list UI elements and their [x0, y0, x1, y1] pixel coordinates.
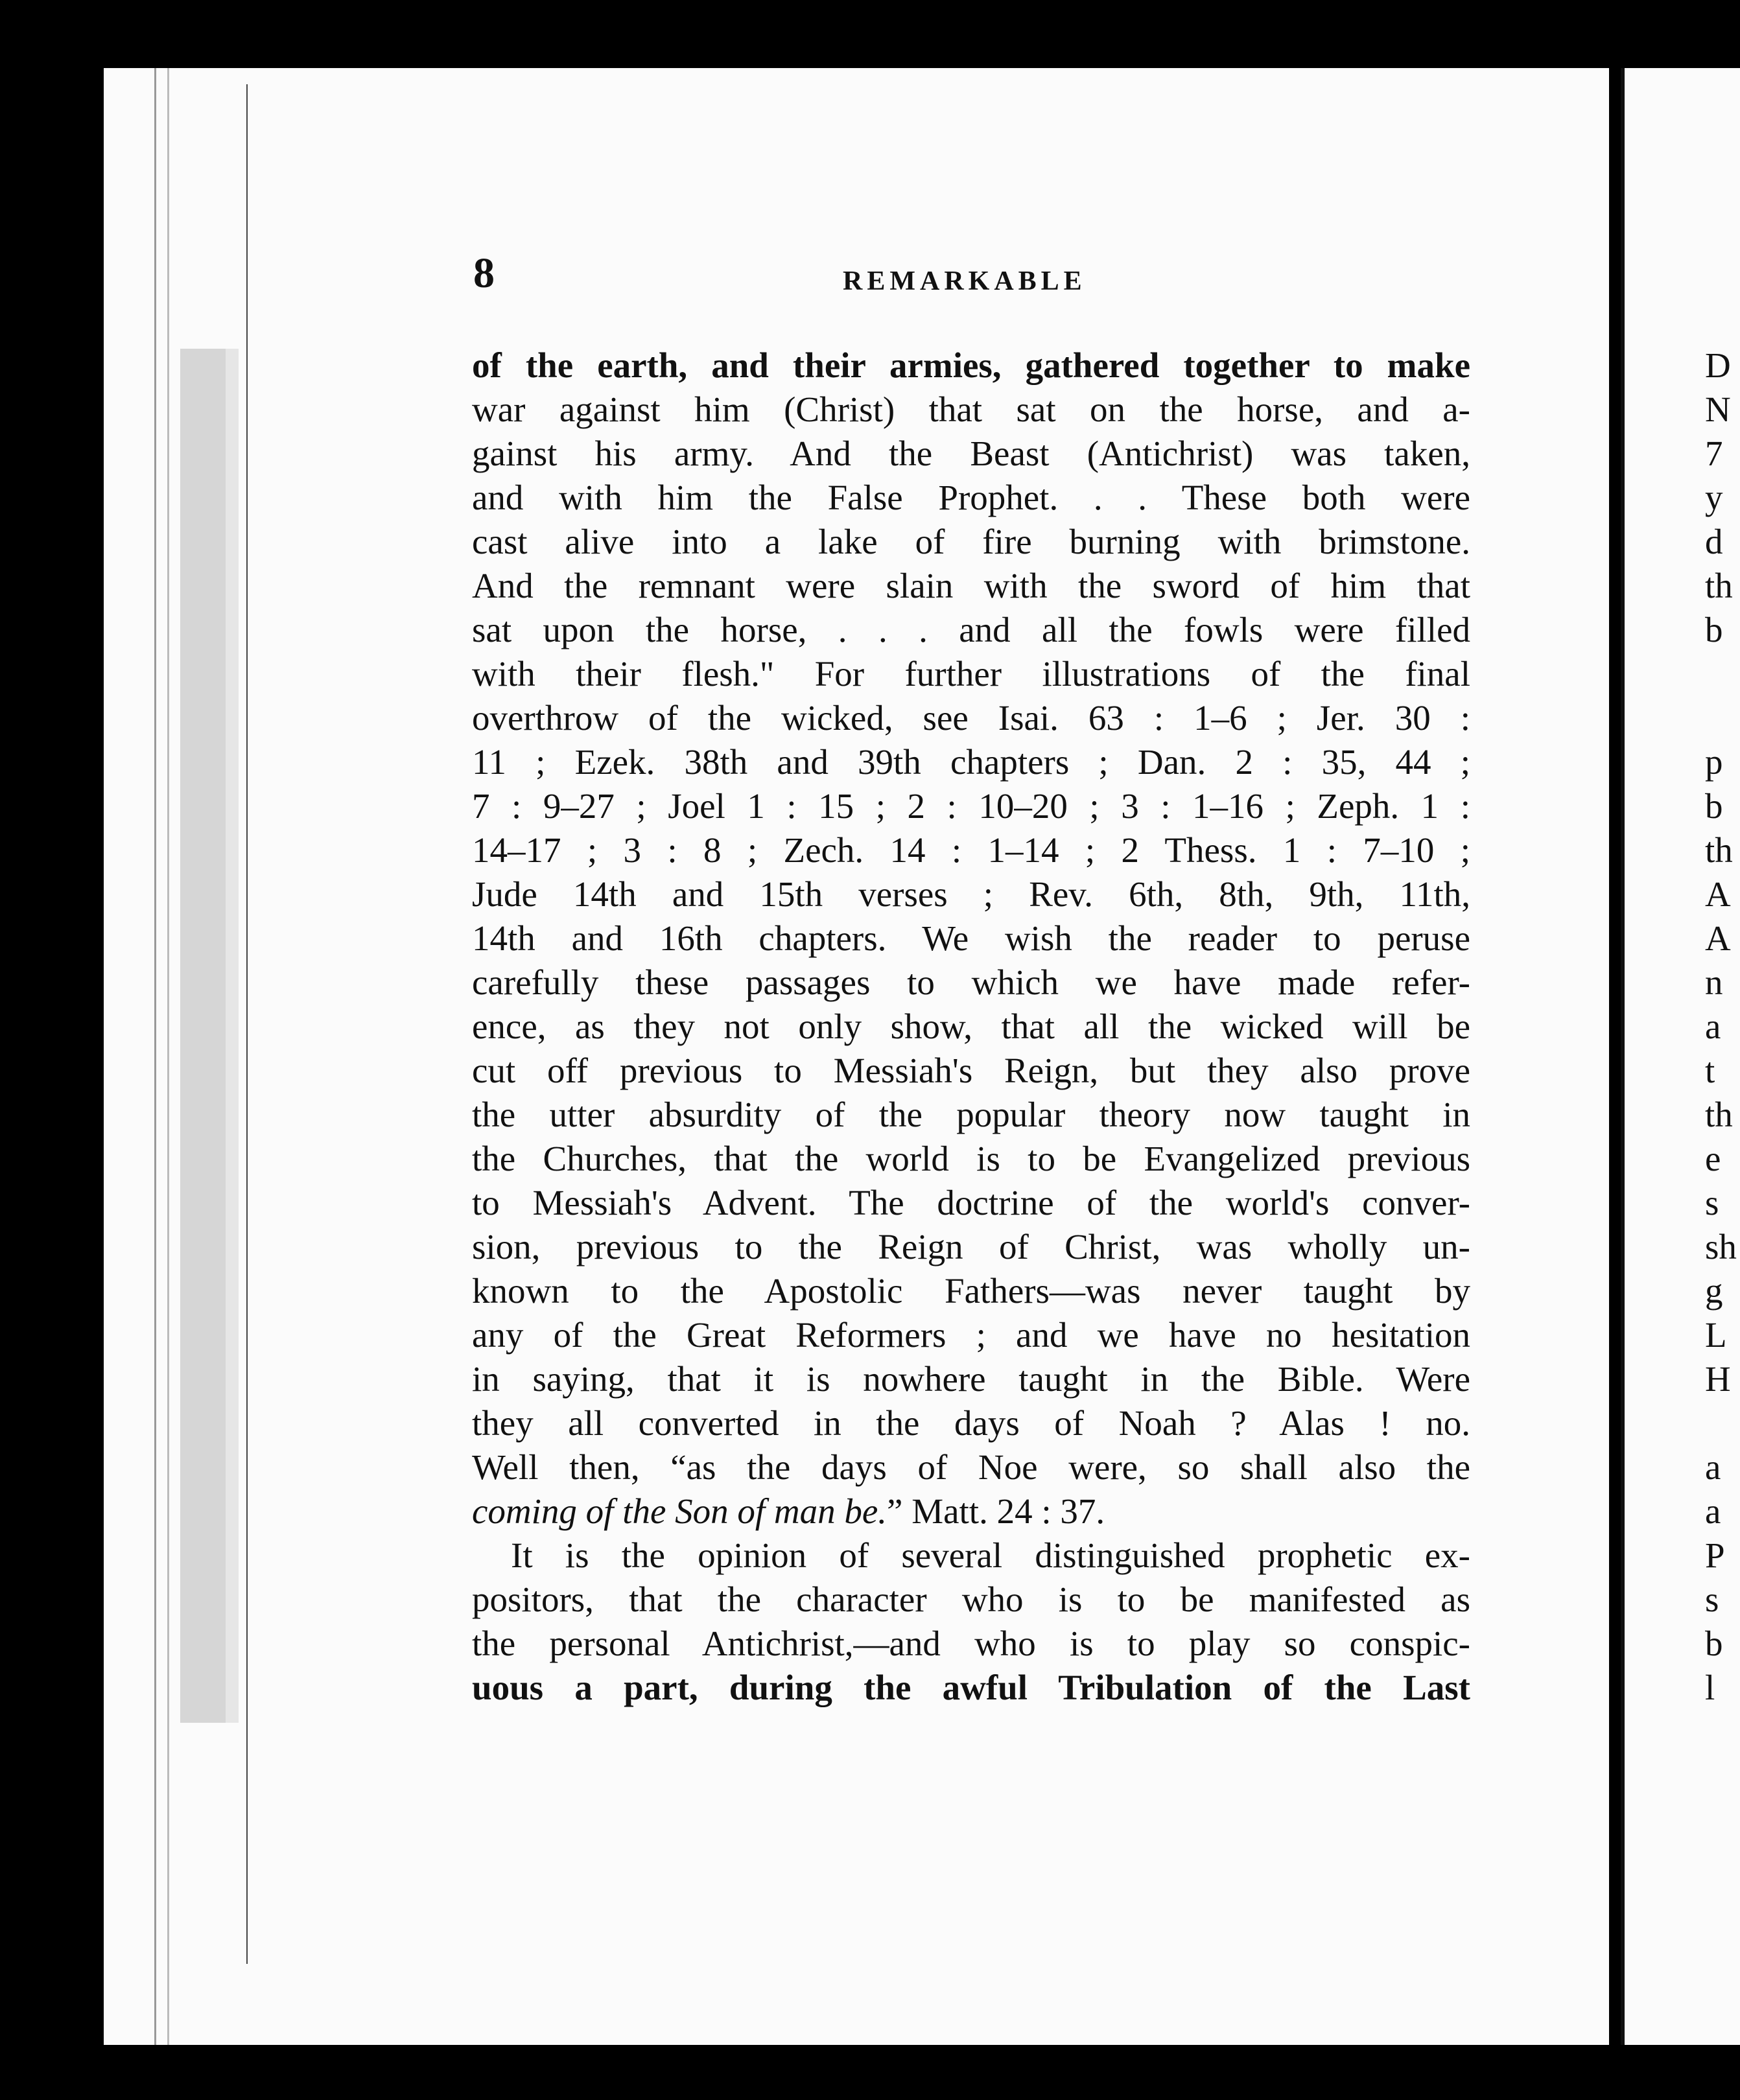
binding-shadow	[226, 349, 239, 1723]
right-page-line: L	[1705, 1315, 1727, 1355]
text-line: 14–17 ; 3 : 8 ; Zech. 14 : 1–14 ; 2 Thess. 1 : 7–10 ;	[472, 830, 1470, 870]
text-line: any of the Great Reformers ; and we have no hesitation	[472, 1315, 1470, 1355]
right-page-line: y	[1705, 478, 1723, 517]
text-line: 7 : 9–27 ; Joel 1 : 15 ; 2 : 10–20 ; 3 : 1–16 ; Zeph. 1 :	[472, 786, 1470, 826]
right-page-line: g	[1705, 1271, 1723, 1311]
text-line: with their flesh." For further illustrations of the final	[472, 654, 1470, 694]
right-page-line: a	[1705, 1491, 1721, 1531]
right-page-line: N	[1705, 390, 1731, 429]
page-edge-line	[167, 68, 169, 2045]
right-page-line: 7	[1705, 434, 1723, 473]
text-line: positors, that the character who is to be manifested as	[472, 1580, 1470, 1619]
right-page-line: b	[1705, 1624, 1723, 1663]
right-page-line: H	[1705, 1359, 1731, 1399]
right-page-line: P	[1705, 1535, 1725, 1575]
right-page-line: sh	[1705, 1227, 1737, 1266]
text-line	[472, 1489, 1470, 1534]
text-line: uous a part, during the awful Tribulation of the Last	[472, 1668, 1470, 1707]
text-line: to Messiah's Advent. The doctrine of the world's conver-	[472, 1183, 1470, 1222]
right-page-line: a	[1705, 1007, 1721, 1046]
right-page-line: A	[1705, 874, 1731, 914]
text-line: gainst his army. And the Beast (Antichrist) was taken,	[472, 434, 1470, 473]
text-line: sion, previous to the Reign of Christ, was wholly un-	[472, 1227, 1470, 1266]
text-line: cast alive into a lake of fire burning with brimstone.	[472, 522, 1470, 561]
right-page-line: b	[1705, 786, 1723, 826]
text-line: sat upon the horse, . . . and all the fowls were filled	[472, 610, 1470, 649]
text-line: the Churches, that the world is to be Evangelized previous	[472, 1139, 1470, 1178]
italic-quote: coming of the Son of man be.	[472, 1491, 888, 1531]
binding-line	[246, 84, 248, 1964]
text-line: cut off previous to Messiah's Reign, but they also prove	[472, 1051, 1470, 1090]
text-line: carefully these passages to which we have made refer-	[472, 962, 1470, 1002]
right-page-line: s	[1705, 1580, 1719, 1619]
right-page-line: A	[1705, 918, 1731, 958]
right-page-line: p	[1705, 742, 1723, 782]
text-line: the personal Antichrist,—and who is to play so conspic-	[472, 1624, 1470, 1663]
text-line: and with him the False Prophet. . . These both were	[472, 478, 1470, 517]
body-text	[472, 344, 1470, 1710]
right-page-line: n	[1705, 962, 1723, 1002]
page-edge-line	[154, 68, 156, 2045]
right-page-line	[1705, 1401, 1740, 1445]
text-line: 14th and 16th chapters. We wish the reader to peruse	[472, 918, 1470, 958]
text-line: they all converted in the days of Noah ? Alas ! no.	[472, 1403, 1470, 1443]
right-page-line: D	[1705, 345, 1731, 385]
text-line: And the remnant were slain with the sword of him that	[472, 566, 1470, 605]
right-page-line: l	[1705, 1668, 1715, 1707]
text-line: ence, as they not only show, that all the wicked will be	[472, 1007, 1470, 1046]
right-page-text-fragment	[1705, 344, 1740, 1710]
text-line: It is the opinion of several distinguished prophetic ex-	[511, 1535, 1470, 1575]
right-page-line: e	[1705, 1139, 1721, 1178]
text-line: in saying, that it is nowhere taught in the Bible. Were	[472, 1359, 1470, 1399]
text-line: the utter absurdity of the popular theory now taught in	[472, 1095, 1470, 1134]
running-title: REMARKABLE	[843, 266, 1087, 296]
text-line: 11 ; Ezek. 38th and 39th chapters ; Dan. 2 : 35, 44 ;	[472, 742, 1470, 782]
right-page-edge	[1621, 68, 1625, 2045]
right-page-line: th	[1705, 830, 1733, 870]
right-page-line: t	[1705, 1051, 1715, 1090]
right-page-line	[1705, 652, 1740, 696]
right-page-line: d	[1705, 522, 1723, 561]
text-line: of the earth, and their armies, gathered together to make	[472, 345, 1470, 385]
right-page-line: th	[1705, 566, 1733, 605]
right-page-line: s	[1705, 1183, 1719, 1222]
right-page-line: a	[1705, 1447, 1721, 1487]
right-page-line	[1705, 696, 1740, 740]
page-number: 8	[473, 250, 495, 297]
text-line: overthrow of the wicked, see Isai. 63 : 1–6 ; Jer. 30 :	[472, 698, 1470, 738]
binding-shadow	[180, 349, 226, 1723]
right-page-line: th	[1705, 1095, 1733, 1134]
text-line: war against him (Christ) that sat on the horse, and a-	[472, 390, 1470, 429]
text-line: known to the Apostolic Fathers—was never taught by	[472, 1271, 1470, 1311]
right-page-line: b	[1705, 610, 1723, 649]
citation: ” Matt. 24 : 37.	[887, 1491, 1105, 1531]
text-line: Well then, “as the days of Noe were, so shall also the	[472, 1447, 1470, 1487]
text-line: Jude 14th and 15th verses ; Rev. 6th, 8th, 9th, 11th,	[472, 874, 1470, 914]
